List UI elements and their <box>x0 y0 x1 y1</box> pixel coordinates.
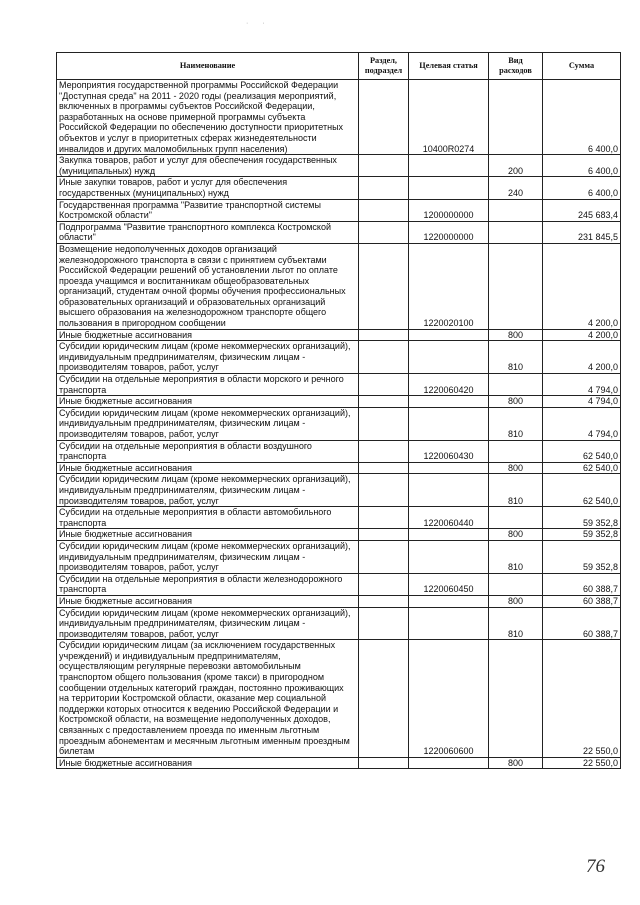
row-type: 810 <box>489 607 543 640</box>
row-target <box>409 329 489 341</box>
table-row <box>57 155 621 177</box>
row-name: Субсидии на отдельные мероприятия в области морского и речного транспорта <box>57 374 359 396</box>
row-target: 1220060450 <box>409 573 489 595</box>
row-type: 810 <box>489 341 543 374</box>
table-row <box>57 80 621 155</box>
row-section <box>359 407 409 440</box>
row-amount: 62 540,0 <box>543 440 621 462</box>
row-amount: 60 388,7 <box>543 595 621 607</box>
row-section <box>359 177 409 199</box>
row-amount: 4 794,0 <box>543 396 621 408</box>
row-amount: 22 550,0 <box>543 757 621 769</box>
table-row <box>57 507 621 529</box>
row-type <box>489 573 543 595</box>
row-target: 10400R0274 <box>409 80 489 155</box>
row-target <box>409 595 489 607</box>
row-name: Иные бюджетные ассигнования <box>57 595 359 607</box>
row-section <box>359 155 409 177</box>
budget-table <box>56 52 621 769</box>
table-row <box>57 540 621 573</box>
row-type: 200 <box>489 155 543 177</box>
row-type <box>489 440 543 462</box>
row-section <box>359 640 409 758</box>
row-name: Субсидии на отдельные мероприятия в области воздушного транспорта <box>57 440 359 462</box>
row-amount: 59 352,8 <box>543 540 621 573</box>
row-amount: 4 794,0 <box>543 407 621 440</box>
row-amount: 22 550,0 <box>543 640 621 758</box>
header-section: Раздел, подраздел <box>359 53 409 80</box>
table-row <box>57 177 621 199</box>
row-section <box>359 80 409 155</box>
scan-marks: · · <box>246 20 271 27</box>
row-target <box>409 607 489 640</box>
row-section <box>359 757 409 769</box>
row-type: 800 <box>489 757 543 769</box>
row-amount: 6 400,0 <box>543 80 621 155</box>
page-number: 76 <box>586 856 605 877</box>
row-name: Субсидии юридическим лицам (за исключением государственных учреждений) и индивидуальным предпринимателям, осуществляющим регулярные перевозки автомобильным транспортом общего пользования (кроме такси) в пригородном сообщении отдельных категорий граждан, постоянно проживающих на территории Костромской области, оказание мер социальной поддержки которых относится к ведению Российской Федерации и Костромской области, на возмещение недополученных доходов, связанных с предоставлением проезда по именным льготным проездным абонементам и месячным льготным именным проездным билетам <box>57 640 359 758</box>
row-type <box>489 221 543 243</box>
header-type: Вид расходов <box>489 53 543 80</box>
row-name: Субсидии на отдельные мероприятия в области автомобильного транспорта <box>57 507 359 529</box>
row-section <box>359 607 409 640</box>
row-target <box>409 155 489 177</box>
row-section <box>359 573 409 595</box>
row-name: Иные бюджетные ассигнования <box>57 396 359 408</box>
row-type <box>489 640 543 758</box>
row-type: 800 <box>489 529 543 541</box>
header-amount: Сумма <box>543 53 621 80</box>
row-type: 810 <box>489 474 543 507</box>
row-amount: 6 400,0 <box>543 155 621 177</box>
row-section <box>359 595 409 607</box>
table-row <box>57 757 621 769</box>
row-amount: 4 200,0 <box>543 243 621 329</box>
row-section <box>359 329 409 341</box>
row-name: Иные бюджетные ассигнования <box>57 757 359 769</box>
row-type <box>489 80 543 155</box>
row-target: 1200000000 <box>409 199 489 221</box>
row-amount: 59 352,8 <box>543 529 621 541</box>
row-type: 800 <box>489 329 543 341</box>
row-name: Субсидии на отдельные мероприятия в области железнодорожного транспорта <box>57 573 359 595</box>
row-target: 1220060440 <box>409 507 489 529</box>
row-section <box>359 341 409 374</box>
table-row <box>57 607 621 640</box>
row-section <box>359 529 409 541</box>
row-name: Субсидии юридическим лицам (кроме некоммерческих организаций), индивидуальным предпринимателям, физическим лицам - производителям товаров, работ, услуг <box>57 341 359 374</box>
row-section <box>359 374 409 396</box>
row-name: Закупка товаров, работ и услуг для обеспечения государственных (муниципальных) нужд <box>57 155 359 177</box>
row-section <box>359 221 409 243</box>
row-type: 800 <box>489 396 543 408</box>
row-amount: 59 352,8 <box>543 507 621 529</box>
table-row <box>57 462 621 474</box>
row-amount: 4 200,0 <box>543 329 621 341</box>
row-target <box>409 407 489 440</box>
row-target <box>409 177 489 199</box>
table-row <box>57 221 621 243</box>
row-section <box>359 199 409 221</box>
row-section <box>359 440 409 462</box>
row-type: 800 <box>489 462 543 474</box>
row-target: 1220020100 <box>409 243 489 329</box>
row-type: 800 <box>489 595 543 607</box>
row-amount: 4 200,0 <box>543 341 621 374</box>
row-target <box>409 396 489 408</box>
row-section <box>359 396 409 408</box>
row-type: 810 <box>489 540 543 573</box>
table-row <box>57 329 621 341</box>
row-section <box>359 462 409 474</box>
table-row <box>57 341 621 374</box>
table-row <box>57 396 621 408</box>
table-row <box>57 640 621 758</box>
table-row <box>57 243 621 329</box>
table-row <box>57 440 621 462</box>
row-target <box>409 529 489 541</box>
row-type <box>489 507 543 529</box>
row-type: 810 <box>489 407 543 440</box>
row-target <box>409 540 489 573</box>
table-header-row <box>57 53 621 80</box>
row-name: Подпрограмма "Развитие транспортного комплекса Костромской области" <box>57 221 359 243</box>
row-amount: 245 683,4 <box>543 199 621 221</box>
row-name: Субсидии юридическим лицам (кроме некоммерческих организаций), индивидуальным предпринимателям, физическим лицам - производителям товаров, работ, услуг <box>57 607 359 640</box>
row-name: Возмещение недополученных доходов организаций железнодорожного транспорта в связи с принятием субъектами Российской Федерации решений об установлении льгот по оплате проезда учащимся и воспитанникам общеобразовательных организаций, студентам очной формы обучения профессиональных образовательных организаций и образовательных организаций высшего образования на железнодорожном транспорте общего пользования в пригородном сообщении <box>57 243 359 329</box>
header-name: Наименование <box>57 53 359 80</box>
row-amount: 6 400,0 <box>543 177 621 199</box>
row-target: 1220060600 <box>409 640 489 758</box>
row-section <box>359 507 409 529</box>
row-target <box>409 341 489 374</box>
table-row <box>57 374 621 396</box>
table-row <box>57 199 621 221</box>
row-name: Субсидии юридическим лицам (кроме некоммерческих организаций), индивидуальным предпринимателям, физическим лицам - производителям товаров, работ, услуг <box>57 474 359 507</box>
header-target: Целевая статья <box>409 53 489 80</box>
table-row <box>57 474 621 507</box>
row-type <box>489 243 543 329</box>
row-amount: 62 540,0 <box>543 462 621 474</box>
row-target: 1220000000 <box>409 221 489 243</box>
row-type <box>489 374 543 396</box>
row-target <box>409 474 489 507</box>
table-row <box>57 407 621 440</box>
row-amount: 60 388,7 <box>543 607 621 640</box>
row-amount: 62 540,0 <box>543 474 621 507</box>
row-name: Иные бюджетные ассигнования <box>57 529 359 541</box>
table-row <box>57 595 621 607</box>
row-target <box>409 462 489 474</box>
row-amount: 231 845,5 <box>543 221 621 243</box>
row-name: Иные бюджетные ассигнования <box>57 462 359 474</box>
row-name: Государственная программа "Развитие транспортной системы Костромской области" <box>57 199 359 221</box>
row-name: Мероприятия государственной программы Российской Федерации "Доступная среда" на 2011 - 2020 годы (реализация мероприятий, включенных в программы субъектов Российской Федерации, разработанных на основе примерной программы субъекта Российской Федерации по обеспечению доступности приоритетных объектов и услуг в приоритетных сферах жизнедеятельности инвалидов и других маломобильных групп населения) <box>57 80 359 155</box>
row-name: Субсидии юридическим лицам (кроме некоммерческих организаций), индивидуальным предпринимателям, физическим лицам - производителям товаров, работ, услуг <box>57 407 359 440</box>
row-section <box>359 474 409 507</box>
table-row <box>57 529 621 541</box>
row-amount: 4 794,0 <box>543 374 621 396</box>
row-target <box>409 757 489 769</box>
row-target: 1220060420 <box>409 374 489 396</box>
table-row <box>57 573 621 595</box>
row-section <box>359 540 409 573</box>
row-type <box>489 199 543 221</box>
row-amount: 60 388,7 <box>543 573 621 595</box>
row-target: 1220060430 <box>409 440 489 462</box>
row-type: 240 <box>489 177 543 199</box>
row-name: Иные бюджетные ассигнования <box>57 329 359 341</box>
row-section <box>359 243 409 329</box>
row-name: Иные закупки товаров, работ и услуг для обеспечения государственных (муниципальных) нужд <box>57 177 359 199</box>
row-name: Субсидии юридическим лицам (кроме некоммерческих организаций), индивидуальным предпринимателям, физическим лицам - производителям товаров, работ, услуг <box>57 540 359 573</box>
